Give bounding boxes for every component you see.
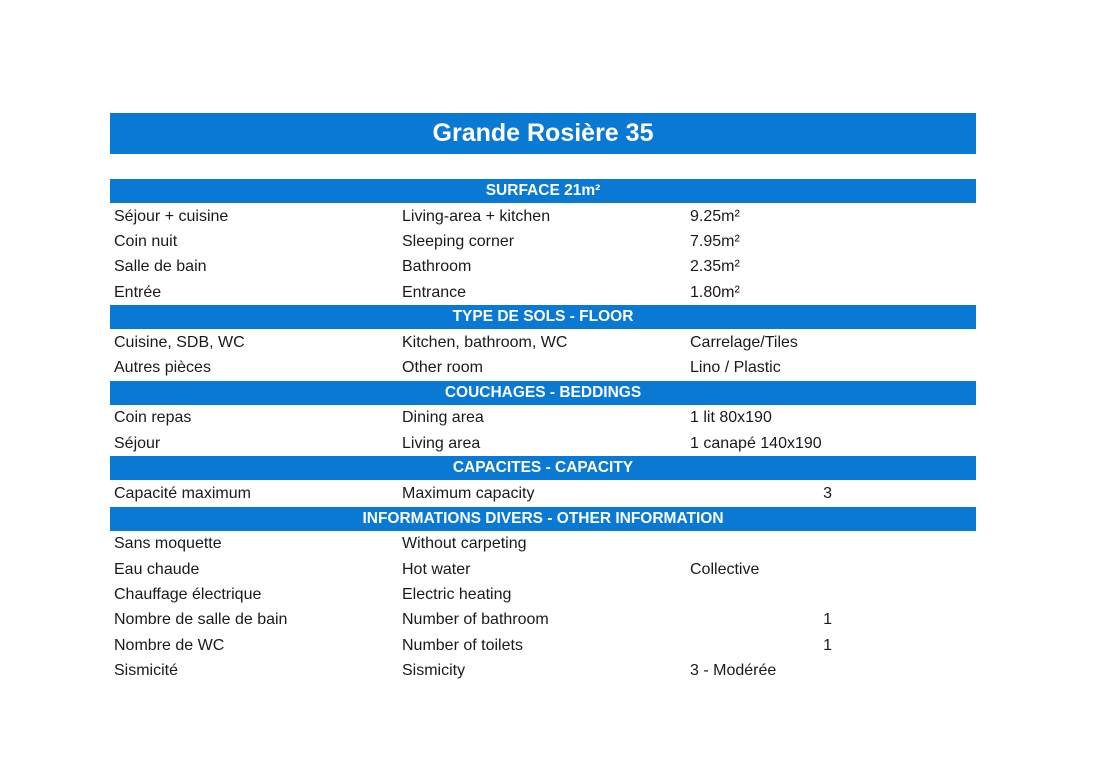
property-info-table xyxy=(110,179,976,683)
value-cell: 1.80m² xyxy=(690,283,740,301)
value-cell: 1 lit 80x190 xyxy=(690,409,772,427)
table-row xyxy=(110,658,976,683)
french-label: Coin nuit xyxy=(114,232,178,250)
value-cell: 3 - Modérée xyxy=(690,661,777,679)
value-cell: 1 xyxy=(823,636,832,654)
french-label: Entrée xyxy=(114,283,162,301)
table-row xyxy=(110,280,976,305)
table-row xyxy=(110,355,976,380)
french-label: Autres pièces xyxy=(114,359,211,377)
value-cell: 3 xyxy=(823,485,832,503)
french-label: Salle de bain xyxy=(114,258,207,276)
document-title: Grande Rosière 35 xyxy=(110,113,976,154)
french-label: Séjour xyxy=(114,434,161,452)
table-row xyxy=(110,229,976,254)
table-row xyxy=(110,255,976,280)
table-row xyxy=(110,532,976,557)
section-header: TYPE DE SOLS - FLOOR xyxy=(110,305,976,330)
french-label: Eau chaude xyxy=(114,560,200,578)
english-label: Electric heating xyxy=(402,585,512,603)
section-header: INFORMATIONS DIVERS - OTHER INFORMATION xyxy=(110,507,976,532)
table-row xyxy=(110,431,976,456)
table-row xyxy=(110,204,976,229)
table-row xyxy=(110,557,976,582)
english-label: Entrance xyxy=(402,283,467,301)
english-label: Other room xyxy=(402,359,483,377)
english-label: Kitchen, bathroom, WC xyxy=(402,333,568,351)
value-cell: Lino / Plastic xyxy=(690,359,781,377)
value-cell: Collective xyxy=(690,560,760,578)
table-row xyxy=(110,406,976,431)
french-label: Nombre de salle de bain xyxy=(114,611,288,629)
french-label: Cuisine, SDB, WC xyxy=(114,333,245,351)
value-cell: 9.25m² xyxy=(690,207,740,225)
french-label: Capacité maximum xyxy=(114,485,251,503)
value-cell: 7.95m² xyxy=(690,232,740,250)
table-row xyxy=(110,481,976,506)
english-label: Number of bathroom xyxy=(402,611,549,629)
english-label: Sleeping corner xyxy=(402,232,515,250)
english-label: Maximum capacity xyxy=(402,485,535,503)
english-label: Hot water xyxy=(402,560,471,578)
table-row xyxy=(110,608,976,633)
french-label: Chauffage électrique xyxy=(114,585,262,603)
french-label: Sans moquette xyxy=(114,535,222,553)
table-row xyxy=(110,582,976,607)
english-label: Without carpeting xyxy=(402,535,527,553)
french-label: Séjour + cuisine xyxy=(114,207,229,225)
english-label: Number of toilets xyxy=(402,636,523,654)
french-label: Nombre de WC xyxy=(114,636,225,654)
value-cell: 1 xyxy=(823,611,832,629)
value-cell: Carrelage/Tiles xyxy=(690,333,798,351)
table-row xyxy=(110,633,976,658)
english-label: Sismicity xyxy=(402,661,466,679)
english-label: Living area xyxy=(402,434,481,452)
value-cell: 2.35m² xyxy=(690,258,740,276)
value-cell: 1 canapé 140x190 xyxy=(690,434,822,452)
english-label: Bathroom xyxy=(402,258,472,276)
english-label: Dining area xyxy=(402,409,484,427)
section-header: CAPACITES - CAPACITY xyxy=(110,456,976,481)
french-label: Coin repas xyxy=(114,409,192,427)
english-label: Living-area + kitchen xyxy=(402,207,551,225)
table-row xyxy=(110,330,976,355)
french-label: Sismicité xyxy=(114,661,179,679)
section-header: COUCHAGES - BEDDINGS xyxy=(110,381,976,406)
section-header: SURFACE 21m² xyxy=(110,179,976,204)
